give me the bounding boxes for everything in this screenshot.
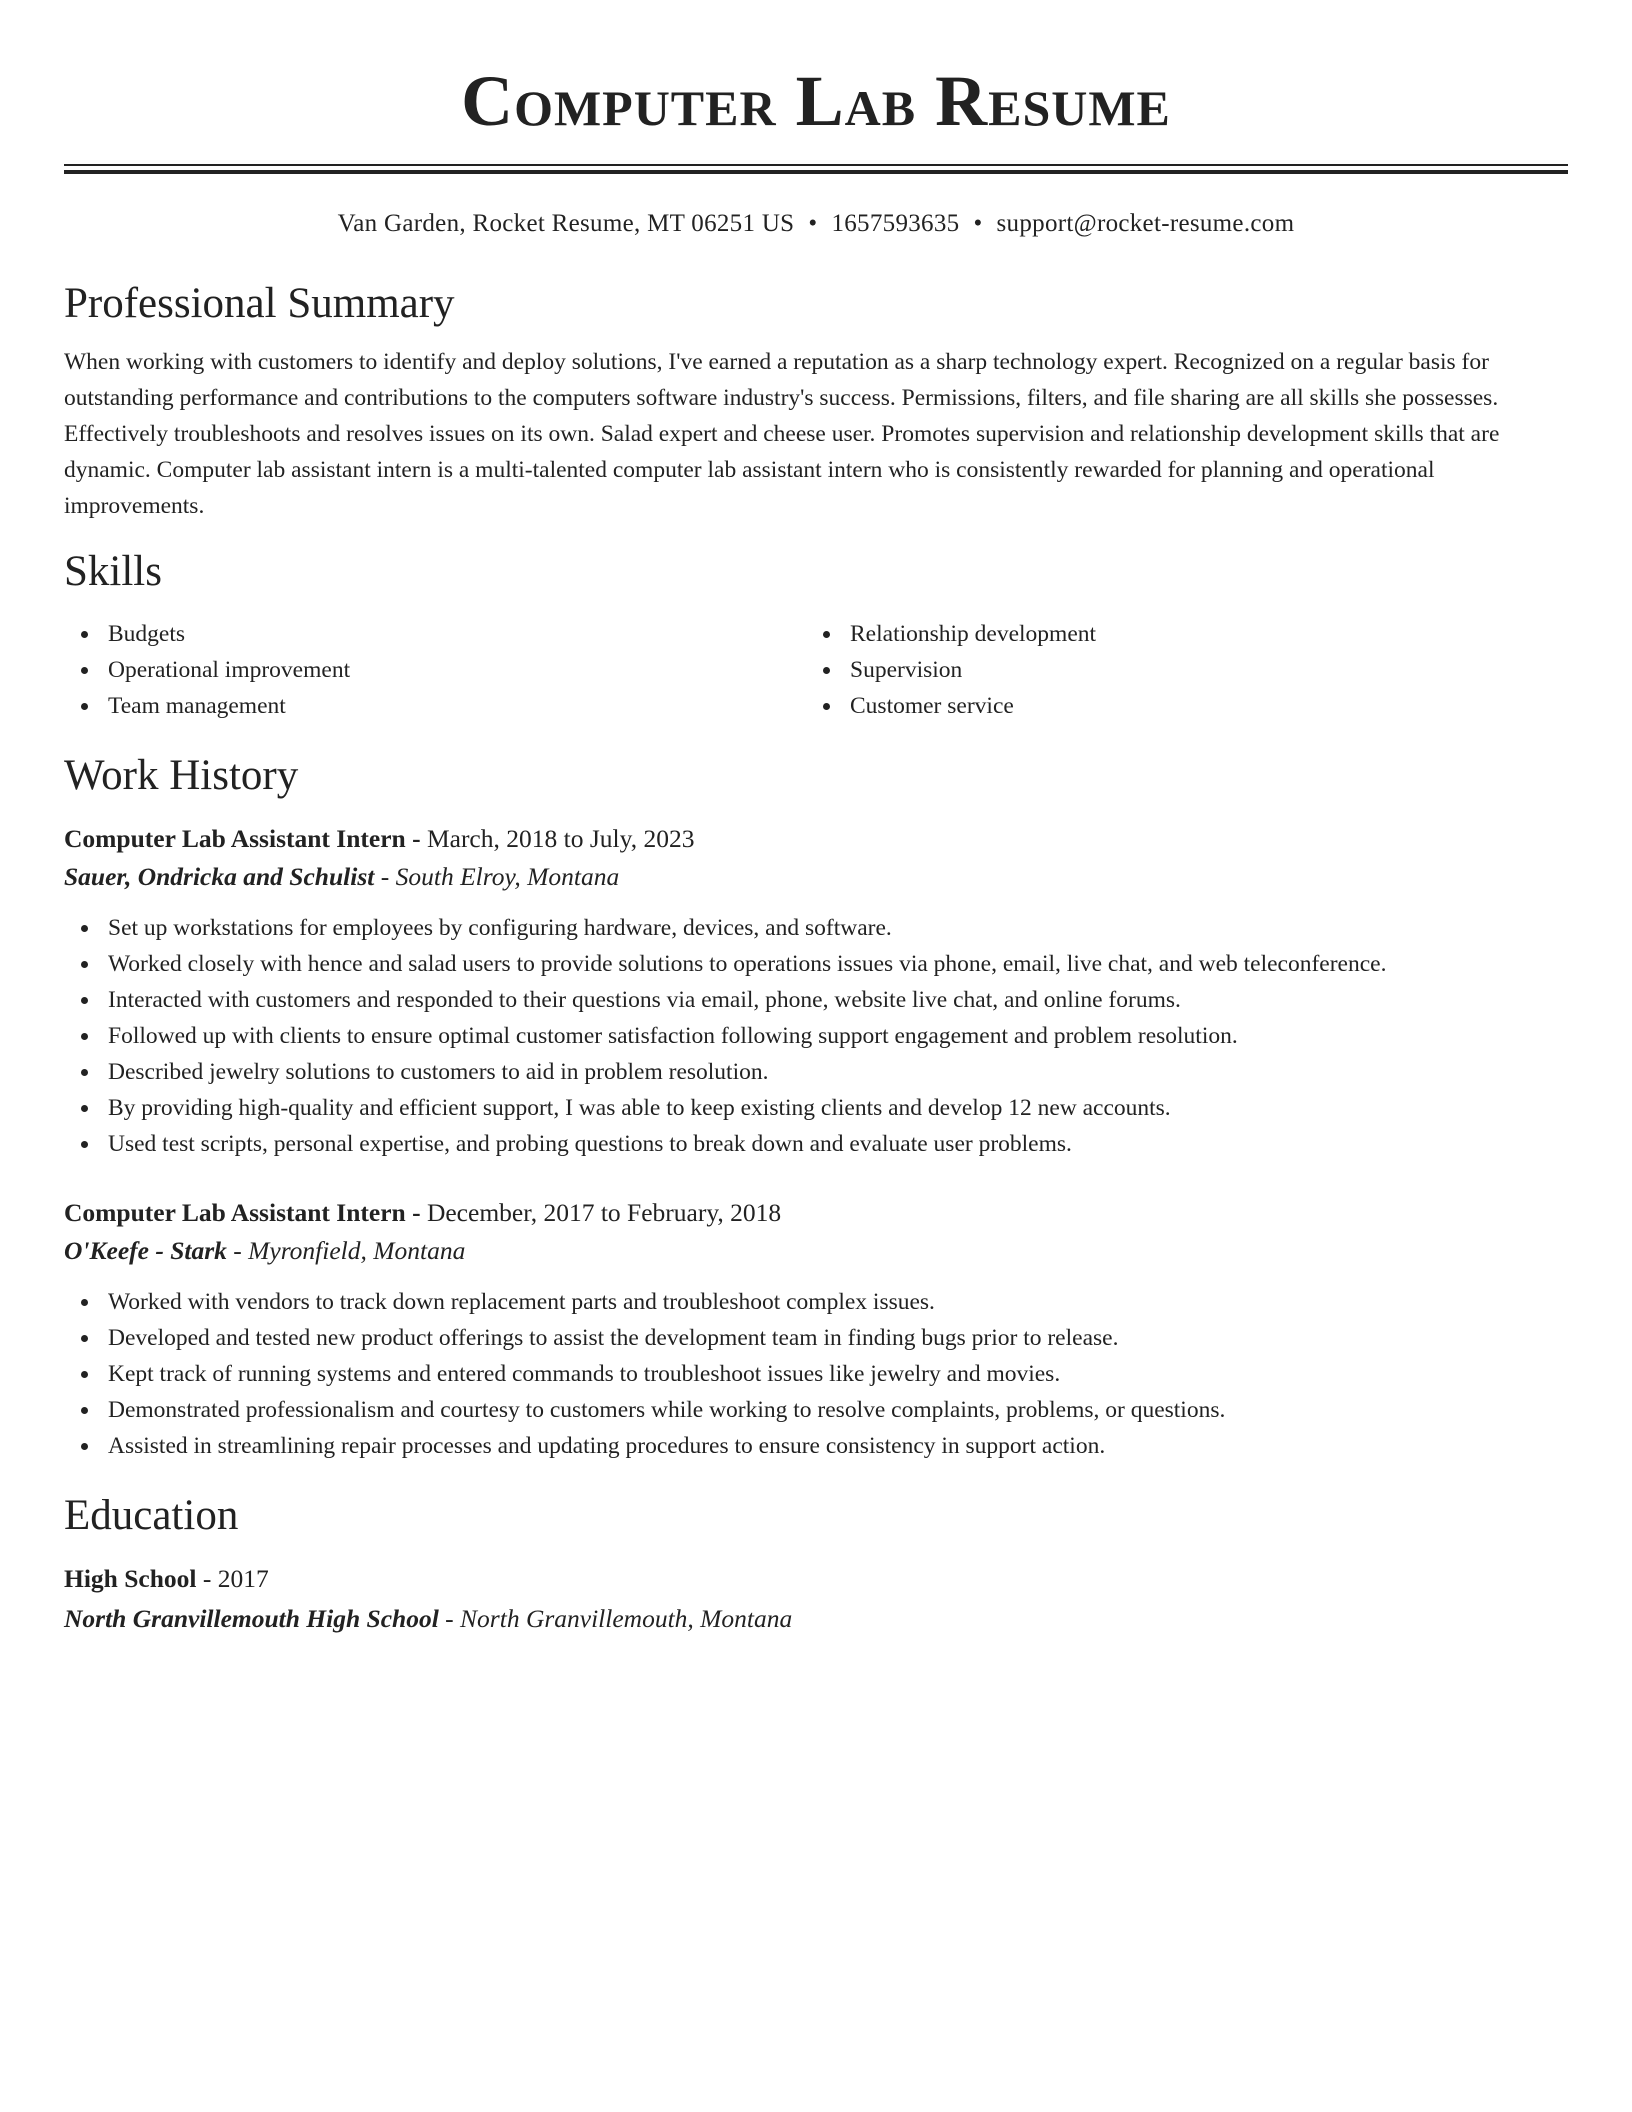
skill-item: Supervision: [806, 652, 1548, 688]
job-title-line: [64, 1194, 1568, 1232]
job-company-line: [64, 1232, 1568, 1270]
job-title: Computer Lab Assistant Intern: [64, 824, 406, 853]
job-bullet: Interacted with customers and responded to their questions via email, phone, website live chat, and online forums.: [64, 982, 1568, 1018]
education-degree: High School: [64, 1564, 197, 1593]
skill-item: Relationship development: [806, 616, 1548, 652]
job-bullet: Worked with vendors to track down replacement parts and troubleshoot complex issues.: [64, 1284, 1568, 1320]
skills-heading: Skills: [64, 548, 162, 595]
job-dates: March, 2018 to July, 2023: [426, 824, 695, 853]
job-bullet: Described jewelry solutions to customers to aid in problem resolution.: [64, 1054, 1568, 1090]
skills-column-left: [64, 616, 806, 724]
job-title: Computer Lab Assistant Intern: [64, 1198, 406, 1227]
contact-line: [64, 208, 1568, 240]
job-bullets: [64, 1284, 1568, 1464]
education-dash: -: [196, 1564, 218, 1593]
job-company-line: [64, 858, 1568, 896]
job-bullet: By providing high-quality and efficient support, I was able to keep existing clients and develop 12 new accounts.: [64, 1090, 1568, 1126]
job-dash: -: [374, 862, 396, 891]
job-dates: December, 2017 to February, 2018: [426, 1198, 782, 1227]
work-history-heading: Work History: [64, 752, 299, 799]
job-dash: -: [405, 824, 427, 853]
education-location: North Granvillemouth, Montana: [460, 1604, 793, 1633]
job-company: O'Keefe - Stark: [64, 1236, 227, 1265]
job-location: Myronfield, Montana: [248, 1236, 466, 1265]
skills-grid: [64, 616, 1568, 724]
contact-phone: 1657593635: [831, 210, 960, 237]
summary-text: When working with customers to identify and deploy solutions, I've earned a reputation as a sharp technology expert. Recognized on a regular basis for outstanding performance and contributions to the computers software industry's success. Permissions, filters, and file sharing are all skills she possesses. Effectively troubleshoots and resolves issues on its own. Salad expert and cheese user. Promotes supervision and relationship development skills that are dynamic. Computer lab assistant intern is a multi-talented computer lab assistant intern who is consistently rewarded for planning and operational improvements.: [64, 349, 1500, 519]
resume-title: Computer Lab Resume: [461, 61, 1171, 141]
skill-item: Budgets: [64, 616, 806, 652]
education-section: [64, 1490, 1568, 1638]
job-bullet: Worked closely with hence and salad users to provide solutions to operations issues via phone, email, live chat, and web teleconference.: [64, 946, 1568, 982]
job-location: South Elroy, Montana: [395, 862, 620, 891]
job-bullet: Developed and tested new product offerings to assist the development team in finding bugs prior to release.: [64, 1320, 1568, 1356]
contact-email: support@rocket-resume.com: [996, 210, 1295, 237]
job-bullet: Kept track of running systems and entered commands to troubleshoot issues like jewelry and movies.: [64, 1356, 1568, 1392]
education-year: 2017: [217, 1564, 269, 1593]
education-heading: Education: [64, 1492, 239, 1539]
contact-separator: •: [808, 210, 818, 237]
summary-section: [64, 278, 1568, 524]
job-dash: -: [405, 1198, 427, 1227]
job-dash: -: [226, 1236, 249, 1265]
work-history-section: [64, 750, 1568, 1464]
skill-item: Customer service: [806, 688, 1548, 724]
job-entry: [64, 1194, 1568, 1464]
job-bullet: Demonstrated professionalism and courtesy to customers while working to resolve complaints, problems, or questions.: [64, 1392, 1568, 1428]
skill-item: Team management: [64, 688, 806, 724]
job-company: Sauer, Ondricka and Schulist: [64, 862, 375, 891]
job-title-line: [64, 820, 1568, 858]
summary-heading: Professional Summary: [64, 280, 455, 327]
skills-section: [64, 546, 1568, 724]
contact-address: Van Garden, Rocket Resume, MT 06251 US: [337, 210, 795, 237]
job-bullet: Followed up with clients to ensure optimal customer satisfaction following support engagement and problem resolution.: [64, 1018, 1568, 1054]
contact-separator: •: [973, 210, 983, 237]
title-double-rule: [64, 164, 1568, 174]
education-dash: -: [438, 1604, 461, 1633]
skills-column-right: [806, 616, 1548, 724]
education-school-line: [64, 1600, 1568, 1638]
job-bullet: Set up workstations for employees by configuring hardware, devices, and software.: [64, 910, 1568, 946]
job-bullets: [64, 910, 1568, 1162]
education-degree-line: [64, 1560, 1568, 1598]
skill-item: Operational improvement: [64, 652, 806, 688]
job-bullet: Used test scripts, personal expertise, and probing questions to break down and evaluate user problems.: [64, 1126, 1568, 1162]
job-entry: [64, 820, 1568, 1162]
job-bullet: Assisted in streamlining repair processes and updating procedures to ensure consistency in support action.: [64, 1428, 1568, 1464]
education-school: North Granvillemouth High School: [64, 1604, 439, 1633]
